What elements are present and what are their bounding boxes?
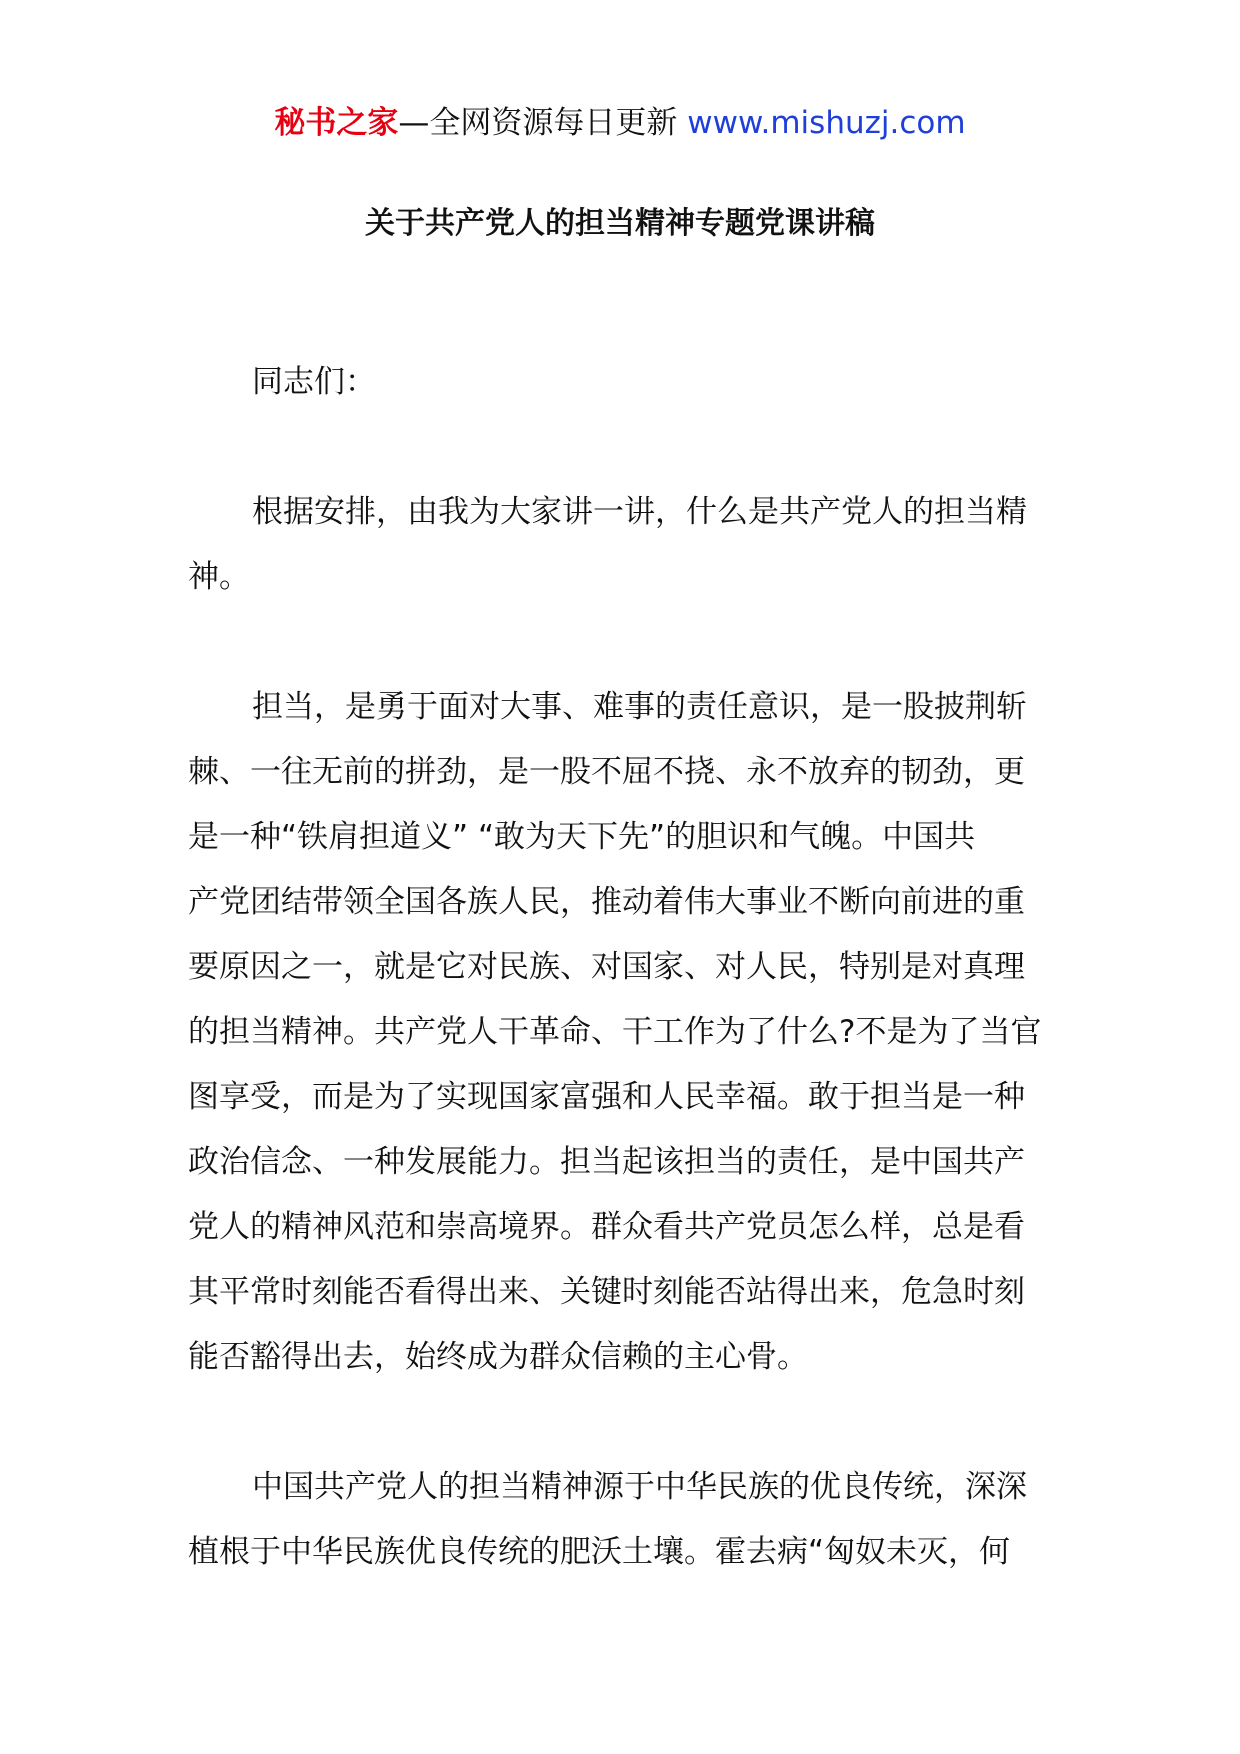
paragraph-line: 要原因之一，就是它对民族、对国家、对人民，特别是对真理 <box>188 949 1025 985</box>
paragraph-line: 担当，是勇于面对大事、难事的责任意识，是一股披荆斩 <box>252 689 1027 725</box>
site-url-link[interactable]: www.mishuzj.com <box>687 105 966 141</box>
paragraph-line: 根据安排，由我为大家讲一讲，什么是共产党人的担当精 <box>252 494 1027 530</box>
paragraph-line: 能否豁得出去，始终成为群众信赖的主心骨。 <box>188 1339 808 1375</box>
paragraph-2 <box>188 675 1056 1390</box>
paragraph-line: 植根于中华民族优良传统的肥沃土壤。霍去病“匈奴未灭，何 <box>188 1534 1011 1570</box>
paragraph-line: 的担当精神。共产党人干革命、干工作为了什么?不是为了当官 <box>188 1014 1042 1050</box>
site-header <box>0 100 1240 146</box>
salutation: 同志们： <box>252 364 376 400</box>
site-tagline: —全网资源每日更新 <box>398 105 688 141</box>
paragraph-line: 产党团结带领全国各族人民，推动着伟大事业不断向前进的重 <box>188 884 1025 920</box>
paragraph-line: 图享受，而是为了实现国家富强和人民幸福。敢于担当是一种 <box>188 1079 1025 1115</box>
paragraph-3 <box>188 1455 1056 1585</box>
paragraph-1 <box>188 480 1056 610</box>
paragraph-line: 党人的精神风范和崇高境界。群众看共产党员怎么样，总是看 <box>188 1209 1025 1245</box>
document-title: 关于共产党人的担当精神专题党课讲稿 <box>365 206 875 241</box>
paragraph-line: 是一种“铁肩担道义” “敢为天下先”的胆识和气魄。中国共 <box>188 819 976 855</box>
site-brand: 秘书之家 <box>274 105 399 141</box>
paragraph-line: 其平常时刻能否看得出来、关键时刻能否站得出来，危急时刻 <box>188 1274 1025 1310</box>
paragraph-line: 神。 <box>188 559 250 595</box>
paragraph-line: 中国共产党人的担当精神源于中华民族的优良传统，深深 <box>252 1469 1027 1505</box>
paragraph-line: 政治信念、一种发展能力。担当起该担当的责任，是中国共产 <box>188 1144 1025 1180</box>
paragraph-line: 棘、一往无前的拼劲，是一股不屈不挠、永不放弃的韧劲，更 <box>188 754 1025 790</box>
